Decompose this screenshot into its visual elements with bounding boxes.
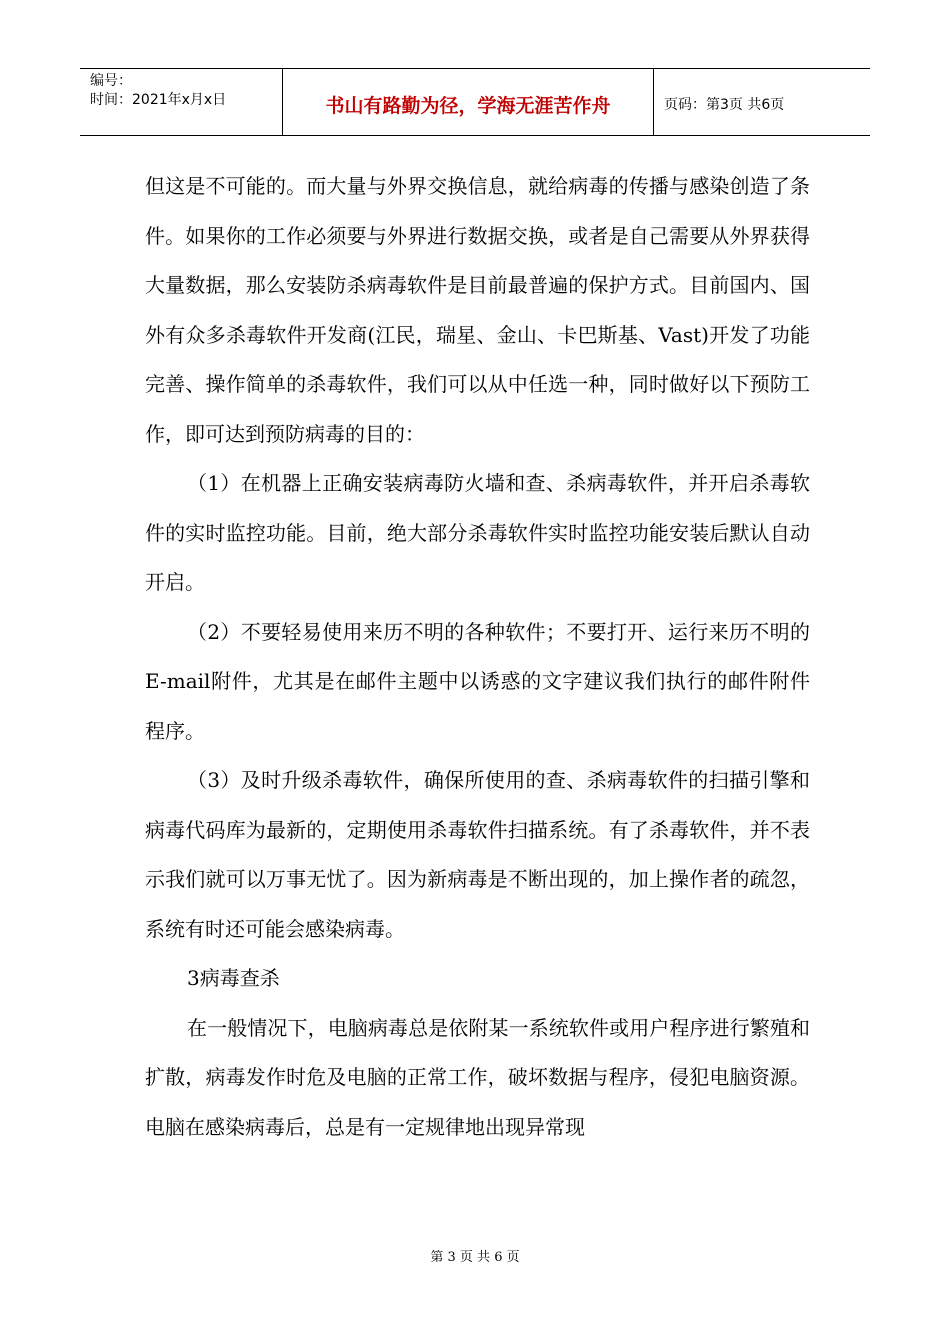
body-paragraph: 但这是不可能的。而大量与外界交换信息，就给病毒的传播与感染创造了条件。如果你的工作必须要与外界进行数据交换，或者是自己需要从外界获得大量数据，那么安装防杀病毒软件是目前最普遍的保护方式。目前国内、国外有众多杀毒软件开发商(江民，瑞星、金山、卡巴斯基、Vast)开发了功能完善、操作简单的杀毒软件，我们可以从中任选一种，同时做好以下预防工作，即可达到预防病毒的目的： bbox=[145, 174, 810, 446]
footer-page-number: 第 3 页 共 6 页 bbox=[430, 1250, 520, 1265]
body-paragraph: （3）及时升级杀毒软件，确保所使用的查、杀病毒软件的扫描引擎和病毒代码库为最新的，定期使用杀毒软件扫描系统。有了杀毒软件，并不表示我们就可以万事无忧了。因为新病毒是不断出现的，加上操作者的疏忽，系统有时还可能会感染病毒。 bbox=[145, 768, 810, 941]
section-heading: 3病毒查杀 bbox=[187, 966, 280, 990]
header-page-cell bbox=[654, 69, 870, 135]
header-motto-cell bbox=[282, 69, 654, 135]
header-motto: 书山有路勤为径，学海无涯苦作舟 bbox=[325, 94, 611, 117]
body-paragraph: （1）在机器上正确安装病毒防火墙和查、杀病毒软件，并开启杀毒软件的实时监控功能。目前，绝大部分杀毒软件实时监控功能安装后默认自动开启。 bbox=[145, 471, 810, 594]
body-paragraph: 在一般情况下，电脑病毒总是依附某一系统软件或用户程序进行繁殖和扩散，病毒发作时危及电脑的正常工作，破坏数据与程序，侵犯电脑资源。电脑在感染病毒后，总是有一定规律地出现异常现 bbox=[145, 1015, 810, 1139]
serial-number-label: 编号： bbox=[90, 73, 132, 89]
body-paragraph: （2）不要轻易使用来历不明的各种软件；不要打开、运行来历不明的E-mail附件，尤其是在邮件主题中以诱惑的文字建议我们执行的邮件附件程序。 bbox=[145, 619, 810, 743]
date-label: 时间：2021年x月x日 bbox=[90, 92, 227, 108]
document-header bbox=[80, 68, 870, 136]
header-page-info: 页码：第3页 共6页 bbox=[664, 97, 785, 113]
document-body bbox=[145, 162, 810, 1152]
page-footer bbox=[0, 1246, 950, 1265]
header-meta-cell bbox=[80, 69, 282, 135]
